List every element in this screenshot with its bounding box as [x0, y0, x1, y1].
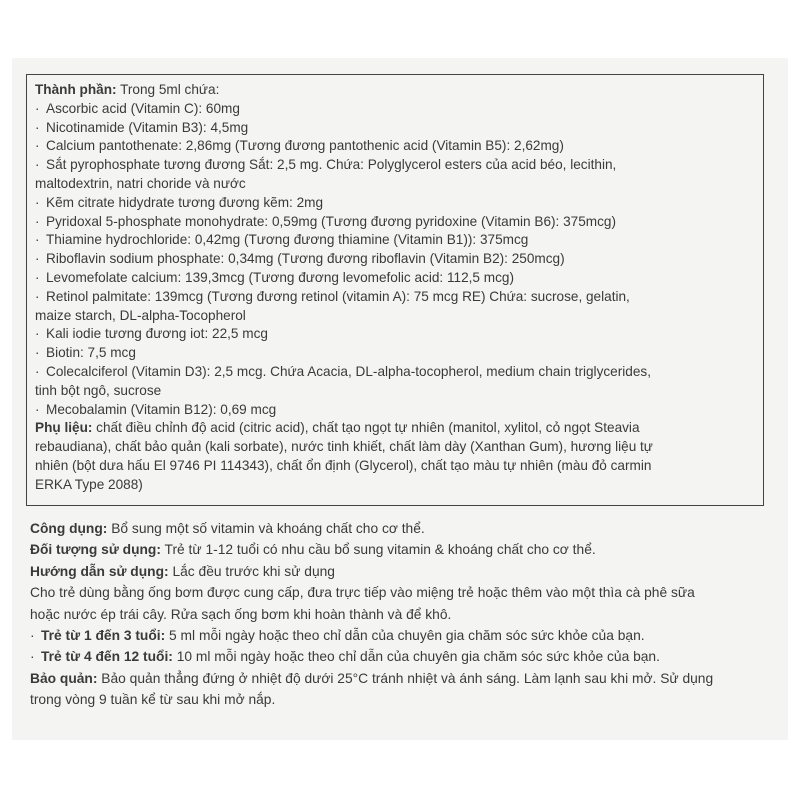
excipients-line — [35, 419, 753, 438]
bullet-mark: · — [35, 345, 40, 361]
uses-line — [30, 518, 780, 539]
ingredient-text: maltodextrin, natri choride và nước — [35, 175, 246, 191]
ingredient-text: Pyridoxal 5-phosphate monohydrate: 0,59mg (Tương đương pyridoxine (Vitamin B6): 375mcg) — [46, 213, 616, 229]
target-line — [30, 539, 780, 560]
ingredients-box — [26, 74, 764, 506]
directions-paragraph: Cho trẻ dùng bằng ống bơm được cung cấp, đưa trực tiếp vào miệng trẻ hoặc thêm vào một thìa cà phê sữa — [30, 585, 695, 601]
ingredient-item — [35, 344, 753, 363]
ingredient-item — [35, 137, 753, 156]
ingredient-text: Colecalciferol (Vitamin D3): 2,5 mcg. Chứa Acacia, DL-alpha-tocopherol, medium chain triglycerides, — [46, 363, 651, 379]
dose-line-4-12 — [30, 646, 780, 667]
ingredients-heading-rest: Trong 5ml chứa: — [116, 82, 220, 97]
storage-label: Bảo quản: — [30, 670, 98, 686]
bullet-mark: · — [35, 232, 40, 248]
directions-label: Hướng dẫn sử dụng: — [30, 563, 169, 579]
ingredient-text: Nicotinamide (Vitamin B3): 4,5mg — [46, 119, 249, 135]
ingredients-heading-line — [35, 81, 753, 100]
storage-text: Bảo quản thẳng đứng ở nhiệt độ dưới 25°C tránh nhiệt và ánh sáng. Làm lạnh sau khi mở. Sử dụng — [97, 670, 714, 686]
ingredient-item — [35, 401, 753, 420]
bullet-mark: · — [35, 363, 40, 379]
directions-text: Lắc đều trước khi sử dụng — [168, 563, 335, 579]
ingredient-text: Mecobalamin (Vitamin B12): 0,69 mcg — [46, 401, 277, 417]
dose-text: 5 ml mỗi ngày hoặc theo chỉ dẫn của chuyên gia chăm sóc sức khỏe của bạn. — [165, 628, 645, 644]
ingredient-text: Calcium pantothenate: 2,86mg (Tương đương pantothenic acid (Vitamin B5): 2,62mg) — [46, 138, 564, 154]
ingredient-text: tinh bột ngô, sucrose — [35, 382, 162, 398]
ingredient-item — [35, 213, 753, 232]
ingredient-text: maize starch, DL-alpha-Tocopherol — [35, 307, 246, 323]
ingredient-item — [35, 194, 753, 213]
uses-label: Công dụng: — [30, 521, 108, 536]
ingredients-heading: Thành phần: — [35, 82, 117, 97]
usage-section — [30, 518, 780, 711]
ingredient-text: Retinol palmitate: 139mcg (Tương đương retinol (vitamin A): 75 mcg RE) Chứa: sucrose, gelatin, — [46, 288, 630, 304]
bullet-mark: · — [35, 269, 40, 285]
ingredient-text: Levomefolate calcium: 139,3mcg (Tương đương levomefolic acid: 112,5 mcg) — [46, 269, 514, 285]
ingredient-item-continuation — [35, 307, 753, 326]
ingredient-item — [35, 325, 753, 344]
bullet-mark: · — [35, 100, 40, 116]
bullet-mark: · — [35, 288, 40, 304]
ingredient-text: Ascorbic acid (Vitamin C): 60mg — [46, 100, 240, 116]
bullet-mark: · — [35, 119, 40, 135]
ingredient-item-continuation — [35, 382, 753, 401]
dose-label: Trẻ từ 4 đến 12 tuổi: — [41, 649, 173, 665]
ingredient-text: Riboflavin sodium phosphate: 0,34mg (Tương đương riboflavin (Vitamin B2): 250mcg) — [46, 251, 565, 267]
dose-line-1-3 — [30, 625, 780, 646]
storage-line — [30, 668, 780, 689]
ingredient-text: Kali iodie tương đương iot: 22,5 mcg — [46, 326, 268, 342]
ingredient-item-continuation — [35, 175, 753, 194]
target-text: Trẻ từ 1-12 tuổi có nhu cầu bổ sung vitamin & khoáng chất cho cơ thể. — [160, 542, 596, 558]
ingredient-item — [35, 100, 753, 119]
ingredient-text: Kẽm citrate hidydrate tương đương kẽm: 2mg — [46, 194, 324, 210]
bullet-mark: · — [35, 213, 40, 229]
excipients-continuation: ERKA Type 2088) — [35, 476, 143, 492]
ingredient-item — [35, 288, 753, 307]
directions-paragraph: hoặc nước ép trái cây. Rửa sạch ống bơm khi hoàn thành và để khô. — [30, 606, 452, 622]
bullet-mark: · — [35, 138, 40, 154]
bullet-mark: · — [35, 194, 40, 210]
ingredients-list — [35, 100, 753, 420]
ingredient-item — [35, 363, 753, 382]
excipients-label: Phụ liệu: — [35, 420, 93, 436]
ingredient-item — [35, 250, 753, 269]
dose-label: Trẻ từ 1 đến 3 tuổi: — [41, 628, 166, 644]
ingredient-text: Sắt pyrophosphate tương đương Sắt: 2,5 mg. Chứa: Polyglycerol esters của acid béo, lecithin, — [46, 157, 617, 173]
bullet-mark: · — [35, 157, 40, 173]
excipients-continuation: rebaudiana), chất bảo quản (kali sorbate), nước tinh khiết, chất làm dày (Xanthan Gum), hương liệu tự — [35, 439, 653, 455]
uses-text: Bổ sung một số vitamin và khoáng chất cho cơ thể. — [107, 521, 425, 536]
bullet-mark: · — [30, 628, 35, 644]
ingredient-text: Biotin: 7,5 mcg — [46, 345, 136, 361]
bullet-mark: · — [35, 401, 40, 417]
bullet-mark: · — [35, 251, 40, 267]
ingredient-item — [35, 119, 753, 138]
dose-text: 10 ml mỗi ngày hoặc theo chỉ dẫn của chuyên gia chăm sóc sức khỏe của bạn. — [172, 649, 660, 665]
target-label: Đối tượng sử dụng: — [30, 542, 161, 558]
ingredient-item — [35, 156, 753, 175]
bullet-mark: · — [35, 326, 40, 342]
bullet-mark: · — [30, 649, 35, 665]
excipients-continuation: nhiên (bột dưa hấu El 9746 PI 114343), chất ổn định (Glycerol), chất tạo màu tự nhiên (màu đỏ carmin — [35, 457, 652, 473]
ingredient-text: Thiamine hydrochloride: 0,42mg (Tương đương thiamine (Vitamin B1)): 375mcg — [46, 232, 529, 248]
directions-line — [30, 561, 780, 582]
ingredient-item — [35, 231, 753, 250]
ingredient-item — [35, 269, 753, 288]
storage-continuation: trong vòng 9 tuần kể từ sau khi mở nắp. — [30, 692, 276, 708]
excipients-text: chất điều chỉnh độ acid (citric acid), chất tạo ngọt tự nhiên (manitol, xylitol, cỏ ngọt Steavia — [92, 420, 640, 436]
